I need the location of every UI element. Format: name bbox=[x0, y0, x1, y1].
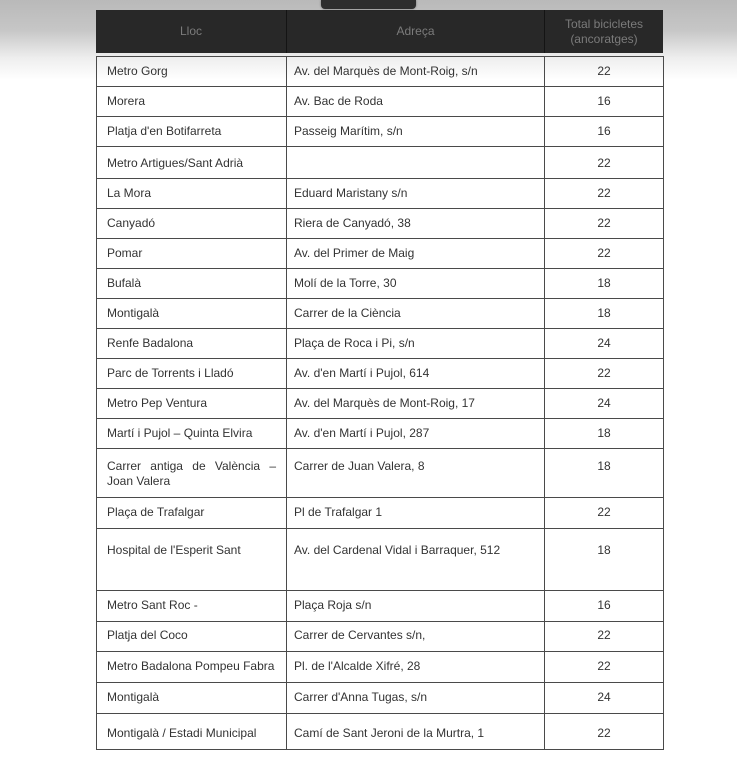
cell-lloc: Renfe Badalona bbox=[97, 329, 287, 359]
cell-total: 24 bbox=[545, 389, 664, 419]
cell-adreca: Plaça de Roca i Pi, s/n bbox=[287, 329, 545, 359]
table-row bbox=[97, 419, 664, 449]
cell-lloc: Metro Sant Roc - bbox=[97, 590, 287, 621]
cell-total: 22 bbox=[545, 651, 664, 682]
cell-total: 22 bbox=[545, 497, 664, 528]
cell-lloc: La Mora bbox=[97, 179, 287, 209]
cell-lloc: Montigalà bbox=[97, 299, 287, 329]
table-row bbox=[97, 651, 664, 682]
table-row bbox=[97, 209, 664, 239]
table-row bbox=[97, 117, 664, 147]
cell-adreca: Camí de Sant Jeroni de la Murtra, 1 bbox=[287, 713, 545, 749]
cell-adreca: Av. Bac de Roda bbox=[287, 87, 545, 117]
table-rows bbox=[97, 57, 664, 750]
cell-adreca: Av. del Marquès de Mont-Roig, s/n bbox=[287, 57, 545, 87]
bike-stations-table bbox=[96, 10, 663, 750]
cell-total: 18 bbox=[545, 419, 664, 449]
cell-adreca: Passeig Marítim, s/n bbox=[287, 117, 545, 147]
cell-total: 22 bbox=[545, 147, 664, 179]
cell-adreca: Pl. de l'Alcalde Xifré, 28 bbox=[287, 651, 545, 682]
table-row bbox=[97, 449, 664, 498]
cell-lloc: Carrer antiga de València – Joan Valera bbox=[97, 449, 287, 498]
cell-lloc: Montigalà / Estadi Municipal bbox=[97, 713, 287, 749]
cell-total: 22 bbox=[545, 621, 664, 651]
table-row bbox=[97, 147, 664, 179]
cell-total: 18 bbox=[545, 528, 664, 590]
table-row bbox=[97, 590, 664, 621]
cell-adreca: Av. del Primer de Maig bbox=[287, 239, 545, 269]
header-lloc: Lloc bbox=[179, 24, 202, 38]
cell-total: 16 bbox=[545, 87, 664, 117]
cell-adreca: Carrer d'Anna Tugas, s/n bbox=[287, 682, 545, 713]
cell-lloc: Platja del Coco bbox=[97, 621, 287, 651]
cell-total: 22 bbox=[545, 359, 664, 389]
cell-lloc: Bufalà bbox=[97, 269, 287, 299]
cell-total: 22 bbox=[545, 57, 664, 87]
cell-lloc: Parc de Torrents i Lladó bbox=[97, 359, 287, 389]
cell-adreca: Carrer de Juan Valera, 8 bbox=[287, 449, 545, 498]
cell-adreca: Carrer de Cervantes s/n, bbox=[287, 621, 545, 651]
cell-lloc: Metro Pep Ventura bbox=[97, 389, 287, 419]
cell-lloc: Canyadó bbox=[97, 209, 287, 239]
cell-total: 24 bbox=[545, 682, 664, 713]
cell-lloc: Metro Gorg bbox=[97, 57, 287, 87]
cell-lloc: Metro Artigues/Sant Adrià bbox=[97, 147, 287, 179]
cell-lloc: Morera bbox=[97, 87, 287, 117]
cell-total: 16 bbox=[545, 590, 664, 621]
table-row bbox=[97, 57, 664, 87]
cell-total: 22 bbox=[545, 179, 664, 209]
table-row bbox=[97, 269, 664, 299]
cell-total: 24 bbox=[545, 329, 664, 359]
cell-total: 22 bbox=[545, 239, 664, 269]
cell-adreca: Carrer de la Ciència bbox=[287, 299, 545, 329]
table-row bbox=[97, 87, 664, 117]
cell-adreca: Av. d'en Martí i Pujol, 614 bbox=[287, 359, 545, 389]
table-row bbox=[97, 299, 664, 329]
header-adreca: Adreça bbox=[286, 10, 544, 53]
table-body bbox=[96, 56, 664, 750]
table-row bbox=[97, 713, 664, 749]
cell-adreca: Av. del Cardenal Vidal i Barraquer, 512 bbox=[287, 528, 545, 590]
table-row bbox=[97, 179, 664, 209]
cell-lloc: Martí i Pujol – Quinta Elvira bbox=[97, 419, 287, 449]
cell-total: 18 bbox=[545, 449, 664, 498]
table-row bbox=[97, 359, 664, 389]
table-row bbox=[97, 239, 664, 269]
cell-lloc: Pomar bbox=[97, 239, 287, 269]
cell-total: 22 bbox=[545, 209, 664, 239]
cell-lloc: Montigalà bbox=[97, 682, 287, 713]
cell-total: 18 bbox=[545, 299, 664, 329]
cell-lloc: Metro Badalona Pompeu Fabra bbox=[97, 651, 287, 682]
cell-adreca: Plaça Roja s/n bbox=[287, 590, 545, 621]
table-row bbox=[97, 621, 664, 651]
cell-adreca bbox=[287, 147, 545, 179]
table-row bbox=[97, 528, 664, 590]
cell-adreca: Riera de Canyadó, 38 bbox=[287, 209, 545, 239]
floating-toolbar-fragment[interactable] bbox=[321, 0, 416, 9]
cell-total: 16 bbox=[545, 117, 664, 147]
table-header-row bbox=[96, 10, 663, 53]
cell-adreca: Pl de Trafalgar 1 bbox=[287, 497, 545, 528]
table-row bbox=[97, 329, 664, 359]
table-row bbox=[97, 497, 664, 528]
cell-lloc: Plaça de Trafalgar bbox=[97, 497, 287, 528]
cell-adreca: Eduard Maristany s/n bbox=[287, 179, 545, 209]
header-total: Total bicicletes (ancoratges) bbox=[544, 10, 663, 53]
table-row bbox=[97, 389, 664, 419]
cell-adreca: Av. d'en Martí i Pujol, 287 bbox=[287, 419, 545, 449]
cell-total: 22 bbox=[545, 713, 664, 749]
cell-total: 18 bbox=[545, 269, 664, 299]
table-row bbox=[97, 682, 664, 713]
cell-lloc: Hospital de l'Esperit Sant bbox=[97, 528, 287, 590]
cell-lloc: Platja d'en Botifarreta bbox=[97, 117, 287, 147]
cell-adreca: Molí de la Torre, 30 bbox=[287, 269, 545, 299]
cell-adreca: Av. del Marquès de Mont-Roig, 17 bbox=[287, 389, 545, 419]
